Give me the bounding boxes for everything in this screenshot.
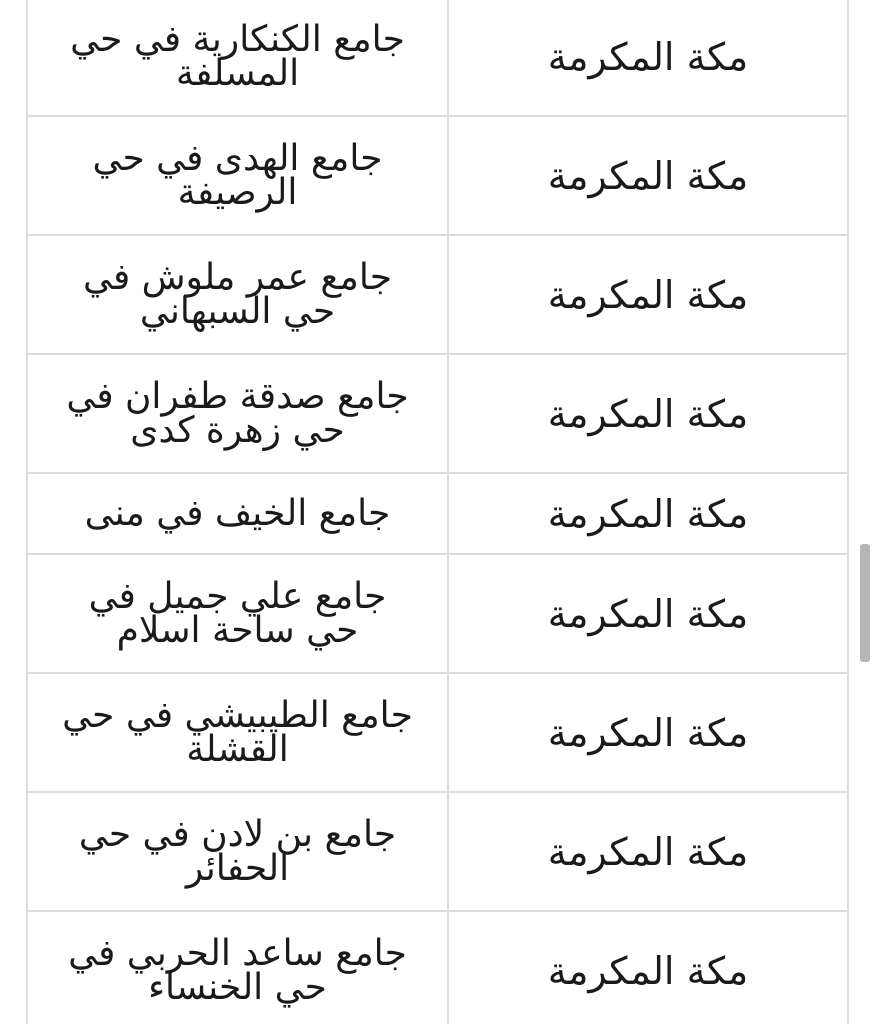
table-row (28, 473, 847, 554)
city-cell: مكة المكرمة (448, 554, 847, 673)
table-row (28, 911, 847, 1024)
mosque-name-cell (28, 235, 448, 354)
mosque-name: جامع صدقة طفران في حي زهرة كدى (66, 375, 409, 451)
mosque-name: جامع ساعد الحربي في حي الخنساء (68, 932, 407, 1008)
table-row (28, 554, 847, 673)
mosque-name-cell (28, 673, 448, 792)
city-cell: مكة المكرمة (448, 792, 847, 911)
city-cell: مكة المكرمة (448, 0, 847, 116)
mosque-name-cell (28, 473, 448, 554)
mosque-name-cell (28, 911, 448, 1024)
city-cell: مكة المكرمة (448, 354, 847, 473)
mosque-name: جامع الطيبيشي في حي القشلة (62, 694, 413, 770)
table-row (28, 0, 847, 116)
mosque-name-cell (28, 0, 448, 116)
mosque-name: جامع علي جميل في حي ساحة اسلام (88, 575, 387, 651)
mosque-name-cell (28, 354, 448, 473)
table-row (28, 235, 847, 354)
mosque-name: جامع الهدى في حي الرصيفة (92, 137, 383, 213)
mosque-name: جامع بن لادن في حي الحفائر (78, 813, 397, 889)
city-cell: مكة المكرمة (448, 911, 847, 1024)
city-cell: مكة المكرمة (448, 673, 847, 792)
table-row (28, 354, 847, 473)
table-row (28, 116, 847, 235)
table-row (28, 673, 847, 792)
mosque-name-cell (28, 554, 448, 673)
mosque-table (26, 0, 849, 1024)
mosque-name: جامع الكنكارية في حي المسلفة (70, 18, 405, 94)
table-row (28, 792, 847, 911)
city-cell: مكة المكرمة (448, 235, 847, 354)
mosque-name: جامع الخيف في منى (84, 492, 391, 534)
city-cell: مكة المكرمة (448, 473, 847, 554)
city-cell: مكة المكرمة (448, 116, 847, 235)
mosque-city-table (28, 0, 847, 1024)
mosque-name-cell (28, 116, 448, 235)
mosque-name: جامع عمر ملوش في حي السبهاني (82, 256, 393, 332)
scrollbar-thumb[interactable] (860, 544, 870, 662)
mosque-name-cell (28, 792, 448, 911)
